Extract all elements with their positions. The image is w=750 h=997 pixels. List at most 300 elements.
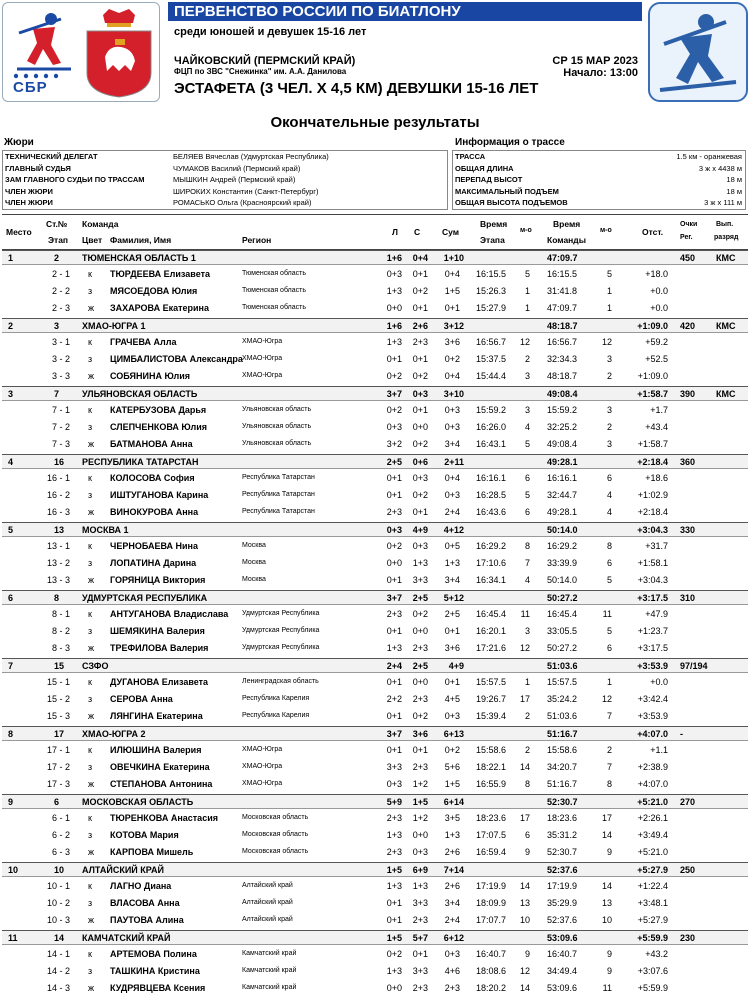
athlete-team-rank: 9: [606, 847, 612, 857]
team-row: [2, 522, 748, 537]
athlete-team-time: 16:16.1: [547, 473, 578, 483]
athlete-region: Алтайский край: [242, 916, 293, 923]
athlete-region: Ульяновская область: [242, 440, 312, 447]
athlete-sum: 3+4: [444, 575, 460, 585]
athlete-team-time: 16:40.7: [547, 949, 578, 959]
athlete-team-rank: 1: [606, 677, 612, 687]
team-prone: 2+5: [386, 457, 402, 467]
jury-label: ГЛАВНЫЙ СУДЬЯ: [5, 163, 71, 173]
athlete-row: [2, 369, 748, 384]
event-subtitle: среди юношей и девушек 15-16 лет: [174, 26, 367, 38]
athlete-team-time: 33:39.9: [547, 558, 578, 568]
athlete-region: ХМАО-Югра: [242, 746, 283, 753]
athlete-region: Ульяновская область: [242, 423, 312, 430]
athlete-region: Удмуртская Республика: [242, 610, 320, 617]
athlete-region: Москва: [242, 576, 266, 583]
athlete-row: [2, 556, 748, 571]
athlete-prone: 0+0: [386, 983, 402, 993]
athlete-stage-time: 17:07.7: [476, 915, 507, 925]
col-sum: Сум: [442, 227, 460, 237]
document-header: [0, 0, 750, 108]
athlete-stage-time: 15:57.5: [476, 677, 507, 687]
team-behind: +3:53.9: [637, 661, 668, 671]
athlete-color: з: [88, 830, 93, 840]
athlete-name: ЛЯНГИНА Екатерина: [110, 711, 203, 721]
athlete-team-rank: 3: [606, 439, 612, 449]
athlete-stage: 15 - 1: [46, 677, 70, 687]
team-row: [2, 862, 748, 877]
athlete-standing: 2+3: [412, 694, 428, 704]
col-team-rank: м-о: [600, 227, 612, 234]
athlete-stage-rank: 6: [524, 830, 530, 840]
team-standing: 5+7: [412, 933, 428, 943]
team-rank: КМС: [716, 253, 736, 263]
athlete-team-rank: 14: [601, 830, 612, 840]
athlete-stage-time: 18:20.2: [476, 983, 507, 993]
athlete-region: Московская область: [242, 814, 309, 821]
athlete-stage-time: 16:40.7: [476, 949, 507, 959]
athlete-sum: 2+4: [444, 507, 460, 517]
athlete-region: Ульяновская область: [242, 406, 312, 413]
athlete-stage-rank: 5: [524, 439, 530, 449]
venue: ЧАЙКОВСКИЙ (ПЕРМСКИЙ КРАЙ): [174, 55, 356, 67]
athlete-name: БАТМАНОВА Анна: [110, 439, 193, 449]
jury-row: [3, 175, 447, 186]
athlete-prone: 1+3: [386, 881, 402, 891]
athlete-standing: 0+1: [412, 507, 428, 517]
athlete-stage-time: 19:26.7: [476, 694, 507, 704]
athlete-prone: 0+3: [386, 269, 402, 279]
athlete-team-rank: 2: [606, 422, 612, 432]
athlete-row: [2, 624, 748, 639]
athlete-behind: +1:58.1: [637, 558, 668, 568]
athlete-row: [2, 471, 748, 486]
athlete-name: ЧЕРНОБАЕВА Нина: [110, 541, 198, 551]
athlete-sum: 4+5: [444, 694, 460, 704]
athlete-stage-time: 15:37.5: [476, 354, 507, 364]
team-prone: 0+3: [386, 525, 402, 535]
athlete-stage-time: 15:59.2: [476, 405, 507, 415]
athlete-region: ХМАО-Югра: [242, 355, 283, 362]
athlete-stage-rank: 6: [524, 507, 530, 517]
athlete-row: [2, 828, 748, 843]
athlete-standing: 1+2: [412, 813, 428, 823]
team-points: 420: [680, 321, 696, 331]
athlete-standing: 1+2: [412, 779, 428, 789]
athlete-prone: 0+1: [386, 898, 402, 908]
athlete-team-rank: 6: [606, 643, 612, 653]
athlete-stage-rank: 8: [524, 541, 530, 551]
team-bib: 13: [54, 525, 65, 535]
team-bib: 17: [54, 729, 65, 739]
team-prone: 3+7: [386, 729, 402, 739]
sbr-logo-text: СБР: [13, 79, 48, 96]
jury-value: ШИРОКИХ Константин (Санкт-Петербург): [173, 186, 319, 196]
team-points: 270: [680, 797, 696, 807]
jury-label: ЗАМ ГЛАВНОГО СУДЬИ ПО ТРАССАМ: [5, 175, 145, 185]
athlete-team-rank: 5: [606, 575, 612, 585]
athlete-team-time: 51:16.7: [547, 779, 578, 789]
athlete-stage: 10 - 3: [46, 915, 70, 925]
athlete-stage: 3 - 2: [51, 354, 70, 364]
athlete-color: к: [88, 949, 92, 959]
team-points: 310: [680, 593, 696, 603]
event-date: СР 15 МАР 2023: [552, 55, 638, 67]
athlete-standing: 0+1: [412, 745, 428, 755]
athlete-stage-time: 16:16.1: [476, 473, 507, 483]
athlete-behind: +3:42.4: [637, 694, 668, 704]
athlete-name: ТАШКИНА Кристина: [110, 966, 200, 976]
athlete-name: СЕРОВА Анна: [110, 694, 173, 704]
athlete-row: [2, 352, 748, 367]
athlete-color: з: [88, 490, 93, 500]
athlete-behind: +2:26.1: [637, 813, 668, 823]
athlete-team-time: 47:09.7: [547, 303, 578, 313]
athlete-behind: +5:21.0: [637, 847, 668, 857]
team-time: 50:14.0: [547, 525, 578, 535]
athlete-standing: 0+2: [412, 711, 428, 721]
athlete-region: Ленинградская область: [242, 678, 319, 685]
team-time: 48:18.7: [547, 321, 578, 331]
team-place: 9: [8, 797, 14, 807]
athlete-behind: +31.7: [645, 541, 668, 551]
team-behind: +3:17.5: [637, 593, 668, 603]
athlete-row: [2, 437, 748, 452]
athlete-region: Республика Татарстан: [242, 508, 315, 515]
athlete-region: Тюменская область: [242, 270, 306, 277]
jury-label: ТЕХНИЧЕСКИЙ ДЕЛЕГАТ: [5, 152, 98, 161]
athlete-sum: 2+6: [444, 881, 460, 891]
athlete-stage: 13 - 1: [46, 541, 70, 551]
athlete-stage-time: 18:08.6: [476, 966, 507, 976]
athlete-stage-time: 15:39.4: [476, 711, 507, 721]
team-behind: +3:04.3: [637, 525, 668, 535]
team-row: [2, 590, 748, 605]
col-stage-rank: м-о: [520, 227, 532, 234]
athlete-team-time: 53:09.6: [547, 983, 578, 993]
athlete-row: [2, 607, 748, 622]
team-behind: +5:27.9: [637, 865, 668, 875]
team-row: [2, 250, 748, 265]
athlete-sum: 0+3: [444, 405, 460, 415]
athlete-name: ЗАХАРОВА Екатерина: [110, 303, 209, 313]
athlete-row: [2, 675, 748, 690]
team-bib: 6: [54, 797, 60, 807]
col-name: Фамилия, Имя: [110, 235, 172, 245]
track-value: 1.5 км - оранжевая: [676, 152, 742, 161]
athlete-row: [2, 403, 748, 418]
athlete-stage: 7 - 3: [51, 439, 70, 449]
athlete-row: [2, 811, 748, 826]
athlete-behind: +3:04.3: [637, 575, 668, 585]
biathlon-pictogram: [648, 2, 748, 102]
athlete-prone: 1+3: [386, 337, 402, 347]
athlete-sum: 2+3: [444, 983, 460, 993]
athlete-standing: 0+3: [412, 541, 428, 551]
athlete-color: ж: [88, 507, 95, 517]
athlete-behind: +1:22.4: [637, 881, 668, 891]
athlete-standing: 2+3: [412, 762, 428, 772]
team-behind: +5:59.9: [637, 933, 668, 943]
athlete-name: ШЕМЯКИНА Валерия: [110, 626, 205, 636]
athlete-team-time: 15:57.5: [547, 677, 578, 687]
athlete-region: ХМАО-Югра: [242, 372, 283, 379]
athlete-team-rank: 6: [606, 558, 612, 568]
team-prone: 2+4: [386, 661, 402, 671]
athlete-stage: 2 - 1: [51, 269, 70, 279]
athlete-team-time: 35:29.9: [547, 898, 578, 908]
athlete-color: к: [88, 541, 92, 551]
team-bib: 16: [54, 457, 65, 467]
athlete-sum: 1+3: [444, 558, 460, 568]
team-standing: 3+6: [412, 729, 428, 739]
athlete-prone: 0+2: [386, 371, 402, 381]
athlete-behind: +5:27.9: [637, 915, 668, 925]
athlete-stage-rank: 17: [519, 813, 530, 823]
athlete-stage: 14 - 1: [46, 949, 70, 959]
athlete-region: ХМАО-Югра: [242, 780, 283, 787]
athlete-color: к: [88, 337, 92, 347]
athlete-stage: 15 - 2: [46, 694, 70, 704]
athlete-region: Алтайский край: [242, 899, 293, 906]
athlete-team-rank: 8: [606, 541, 612, 551]
athlete-team-rank: 12: [601, 337, 612, 347]
athlete-name: АРТЕМОВА Полина: [110, 949, 197, 959]
athlete-sum: 0+1: [444, 303, 460, 313]
athlete-stage-time: 16:26.0: [476, 422, 507, 432]
athlete-team-rank: 17: [601, 813, 612, 823]
athlete-sum: 0+1: [444, 626, 460, 636]
team-name: ХМАО-ЮГРА 1: [82, 321, 146, 331]
jury-value: БЕЛЯЕВ Вячеслав (Удмуртская Республика): [173, 152, 329, 161]
track-row: [453, 187, 745, 198]
team-prone: 5+9: [386, 797, 402, 807]
athlete-team-time: 15:59.2: [547, 405, 578, 415]
athlete-name: ТРЕФИЛОВА Валерия: [110, 643, 209, 653]
track-info-title: Информация о трассе: [455, 137, 565, 148]
athlete-stage-rank: 6: [524, 473, 530, 483]
athlete-color: ж: [88, 983, 95, 993]
team-prone: 1+6: [386, 321, 402, 331]
team-place: 8: [8, 729, 14, 739]
athlete-stage-time: 16:55.9: [476, 779, 507, 789]
athlete-stage-rank: 7: [524, 558, 530, 568]
athlete-region: Республика Татарстан: [242, 474, 315, 481]
team-name: КАМЧАТСКИЙ КРАЙ: [82, 933, 171, 943]
col-stage-time-2: Этапа: [480, 235, 505, 245]
team-name: ХМАО-ЮГРА 2: [82, 729, 146, 739]
team-points: 230: [680, 933, 696, 943]
athlete-stage-rank: 5: [524, 269, 530, 279]
athlete-team-time: 49:28.1: [547, 507, 578, 517]
athlete-stage-time: 18:22.1: [476, 762, 507, 772]
team-time: 51:16.7: [547, 729, 578, 739]
athlete-name: ИШТУГАНОВА Карина: [110, 490, 209, 500]
athlete-behind: +4:07.0: [637, 779, 668, 789]
athlete-stage-rank: 12: [519, 643, 530, 653]
athlete-color: ж: [88, 575, 95, 585]
athlete-standing: 0+2: [412, 286, 428, 296]
athlete-behind: +3:48.1: [637, 898, 668, 908]
team-bib: 8: [54, 593, 60, 603]
team-place: 10: [8, 865, 19, 875]
organizer: ФЦП по ЗВС "Снежинка" им. А.А. Данилова: [174, 67, 347, 76]
athlete-name: АНТУГАНОВА Владислава: [110, 609, 229, 619]
col-rank-1: Вып.: [716, 221, 734, 228]
athlete-sum: 0+3: [444, 422, 460, 432]
track-info-panel: [452, 150, 746, 210]
athlete-stage-rank: 1: [524, 286, 530, 296]
team-name: УЛЬЯНОВСКАЯ ОБЛАСТЬ: [82, 389, 198, 399]
athlete-team-time: 34:20.7: [547, 762, 578, 772]
team-name: ТЮМЕНСКАЯ ОБЛАСТЬ 1: [82, 253, 196, 263]
track-row: [453, 175, 745, 186]
athlete-team-time: 32:25.2: [547, 422, 578, 432]
team-points: 250: [680, 865, 696, 875]
team-place: 1: [8, 253, 14, 263]
athlete-team-time: 52:37.6: [547, 915, 578, 925]
athlete-sum: 3+4: [444, 898, 460, 908]
athlete-stage: 14 - 2: [46, 966, 70, 976]
athlete-team-rank: 2: [606, 745, 612, 755]
athlete-stage: 8 - 3: [51, 643, 70, 653]
athlete-behind: +47.9: [645, 609, 668, 619]
jury-label: ЧЛЕН ЖЮРИ: [5, 198, 53, 208]
results-title: Окончательные результаты: [270, 114, 480, 131]
col-behind: Отст.: [642, 227, 664, 237]
athlete-behind: +1:02.9: [637, 490, 668, 500]
athlete-region: Тюменская область: [242, 304, 306, 311]
athlete-stage-rank: 4: [524, 575, 530, 585]
athlete-region: Москва: [242, 559, 266, 566]
team-name: УДМУРТСКАЯ РЕСПУБЛИКА: [82, 593, 208, 603]
athlete-stage: 16 - 1: [46, 473, 70, 483]
athlete-color: з: [88, 898, 93, 908]
athlete-behind: +43.2: [645, 949, 668, 959]
athlete-behind: +0.0: [650, 677, 668, 687]
athlete-stage-rank: 9: [524, 847, 530, 857]
team-standing: 1+5: [412, 797, 428, 807]
team-row: [2, 794, 748, 809]
athlete-color: з: [88, 558, 93, 568]
athlete-stage-time: 16:56.7: [476, 337, 507, 347]
athlete-behind: +0.0: [650, 303, 668, 313]
championship-title: ПЕРВЕНСТВО РОССИИ ПО БИАТЛОНУ: [174, 3, 461, 20]
athlete-sum: 0+1: [444, 677, 460, 687]
athlete-stage-rank: 3: [524, 626, 530, 636]
athlete-team-time: 16:56.7: [547, 337, 578, 347]
team-standing: 0+4: [412, 253, 428, 263]
athlete-standing: 2+3: [412, 983, 428, 993]
team-points: 330: [680, 525, 696, 535]
start-time: Начало: 13:00: [563, 67, 638, 79]
athlete-prone: 0+2: [386, 405, 402, 415]
team-standing: 2+5: [412, 661, 428, 671]
athlete-region: Алтайский край: [242, 882, 293, 889]
jury-title: Жюри: [4, 137, 34, 148]
table-header: [2, 214, 748, 250]
athlete-stage-rank: 2: [524, 745, 530, 755]
team-name: АЛТАЙСКИЙ КРАЙ: [82, 865, 164, 875]
athlete-stage: 13 - 3: [46, 575, 70, 585]
athlete-region: Московская область: [242, 831, 309, 838]
athlete-color: ж: [88, 847, 95, 857]
athlete-standing: 2+3: [412, 915, 428, 925]
athlete-sum: 0+2: [444, 745, 460, 755]
athlete-name: КУДРЯВЦЕВА Ксения: [110, 983, 206, 993]
athlete-name: СОБЯНИНА Юлия: [110, 371, 191, 381]
col-start-no: Ст.№: [46, 219, 68, 229]
athlete-standing: 0+2: [412, 371, 428, 381]
athlete-standing: 1+3: [412, 881, 428, 891]
athlete-row: [2, 981, 748, 996]
athlete-row: [2, 641, 748, 656]
athlete-color: к: [88, 269, 92, 279]
team-row: [2, 726, 748, 741]
athlete-standing: 0+0: [412, 422, 428, 432]
athlete-standing: 0+1: [412, 354, 428, 364]
athlete-team-rank: 7: [606, 711, 612, 721]
athlete-name: ВЛАСОВА Анна: [110, 898, 180, 908]
jury-row: [3, 187, 447, 198]
athlete-behind: +1:58.7: [637, 439, 668, 449]
athlete-prone: 0+0: [386, 303, 402, 313]
athlete-behind: +18.0: [645, 269, 668, 279]
athlete-row: [2, 947, 748, 962]
athlete-stage-time: 15:44.4: [476, 371, 507, 381]
team-name: МОСКОВСКАЯ ОБЛАСТЬ: [82, 797, 194, 807]
athlete-standing: 3+3: [412, 575, 428, 585]
team-bib: 2: [54, 253, 60, 263]
team-standing: 6+9: [412, 865, 428, 875]
team-behind: +4:07.0: [637, 729, 668, 739]
athlete-team-rank: 8: [606, 779, 612, 789]
athlete-row: [2, 573, 748, 588]
athlete-row: [2, 301, 748, 316]
team-bib: 7: [54, 389, 60, 399]
athlete-prone: 0+1: [386, 915, 402, 925]
athlete-sum: 4+6: [444, 966, 460, 976]
athlete-sum: 0+4: [444, 371, 460, 381]
team-time: 52:37.6: [547, 865, 578, 875]
track-value: 3 ж x 4438 м: [698, 163, 742, 173]
athlete-stage-rank: 4: [524, 422, 530, 432]
team-sum: 4+9: [448, 661, 464, 671]
athlete-region: Москва: [242, 542, 266, 549]
team-points: 450: [680, 253, 696, 263]
athlete-prone: 3+2: [386, 439, 402, 449]
athlete-team-rank: 11: [602, 983, 612, 993]
track-label: ТРАССА: [455, 152, 486, 161]
race-title: ЭСТАФЕТА (3 ЧЕЛ. X 4,5 КМ) ДЕВУШКИ 15-16 ЛЕТ: [174, 80, 539, 97]
jury-value: РОМАСЬКО Ольга (Красноярский край): [173, 198, 312, 208]
team-standing: 2+6: [412, 321, 428, 331]
athlete-name: ДУГАНОВА Елизавета: [110, 677, 209, 687]
athlete-stage-time: 17:10.6: [476, 558, 507, 568]
athlete-name: МЯСОЕДОВА Юлия: [110, 286, 198, 296]
team-place: 5: [8, 525, 14, 535]
athlete-color: к: [88, 609, 92, 619]
athlete-stage-time: 16:59.4: [476, 847, 507, 857]
athlete-team-rank: 10: [601, 915, 612, 925]
athlete-stage: 3 - 1: [51, 337, 70, 347]
team-row: [2, 658, 748, 673]
athlete-standing: 0+3: [412, 847, 428, 857]
track-value: 3 ж x 111 м: [704, 198, 742, 208]
athlete-prone: 1+3: [386, 643, 402, 653]
athlete-prone: 0+1: [386, 575, 402, 585]
team-sum: 4+12: [443, 525, 464, 535]
